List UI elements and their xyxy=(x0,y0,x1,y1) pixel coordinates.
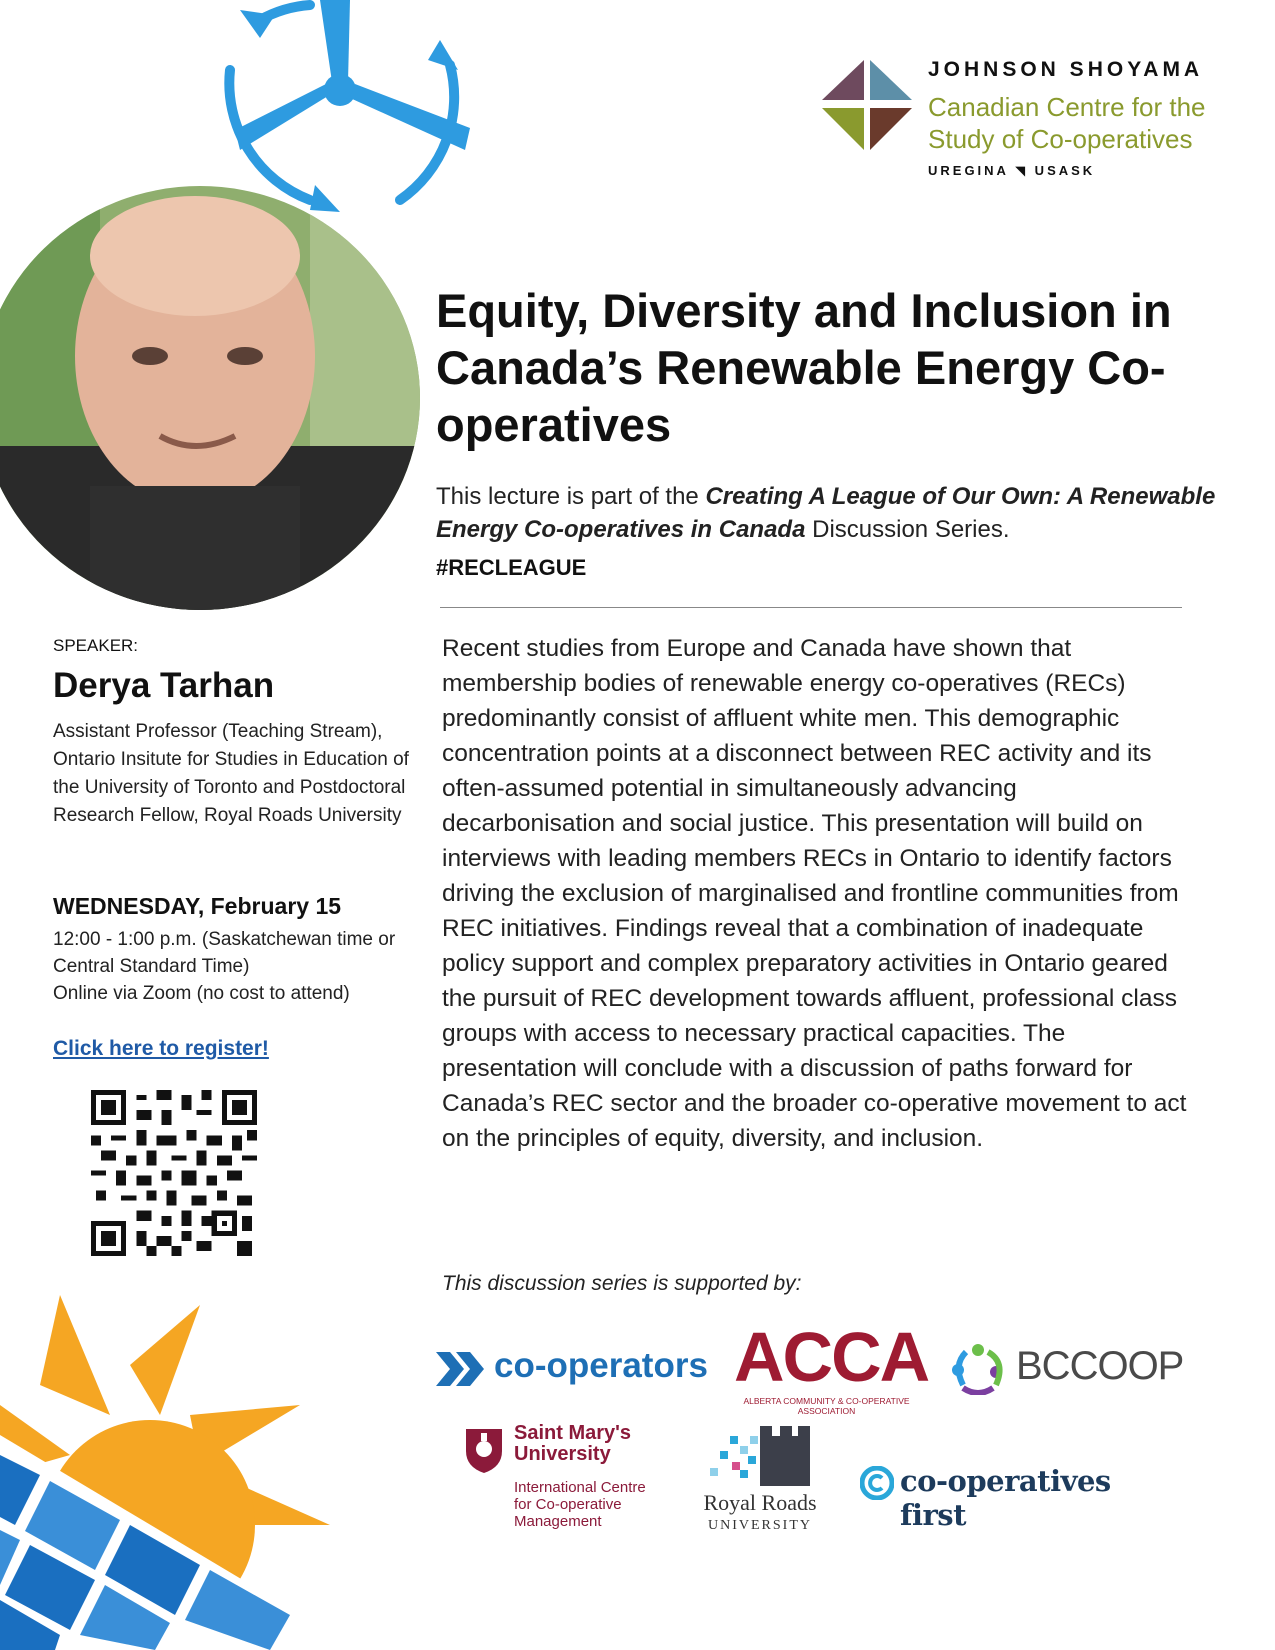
event-title: Equity, Diversity and Inclusion in Canada’s Renewable Energy Co-operatives xyxy=(436,284,1172,451)
speaker-title: Assistant Professor (Teaching Stream), Ontario Insitute for Studies in Education of the University of Toronto and Postdoctoral Research Fellow, Royal Roads University xyxy=(53,721,409,826)
hashtag: #RECLEAGUE xyxy=(436,555,587,580)
co-operatives-first-name: co-operatives first xyxy=(900,1464,1111,1532)
smu-sub-2: for Co-operative xyxy=(514,1496,622,1513)
smu-name-2: University xyxy=(514,1443,611,1465)
jsgs-logo-mark xyxy=(822,60,912,150)
series-suffix: Discussion Series. xyxy=(812,516,1010,543)
co-operators-logo xyxy=(436,1344,726,1394)
event-time: 12:00 - 1:00 p.m. (Saskatchewan time or Central Standard Time) xyxy=(53,929,396,977)
rru-name: Royal Roads xyxy=(703,1490,817,1515)
event-location: Online via Zoom (no cost to attend) xyxy=(53,983,350,1004)
divider xyxy=(440,607,1182,608)
register-link[interactable]: Click here to register! xyxy=(53,1037,269,1060)
speaker-photo xyxy=(0,186,420,610)
rru-subtitle: UNIVERSITY xyxy=(708,1518,812,1533)
royal-roads-logo xyxy=(690,1426,830,1536)
smu-sub-3: Management xyxy=(514,1513,602,1530)
acca-name: ACCA xyxy=(734,1318,929,1396)
smu-name-1: Saint Mary's xyxy=(514,1422,632,1444)
org-name: JOHNSON SHOYAMA xyxy=(928,58,1204,81)
org-line-1: Canadian Centre for the xyxy=(928,92,1206,122)
castle-icon xyxy=(710,1426,810,1486)
acca-logo xyxy=(734,1318,929,1416)
people-circle-icon xyxy=(948,1340,1008,1395)
speaker-name: Derya Tarhan xyxy=(53,666,275,705)
sponsors-heading: This discussion series is supported by: xyxy=(442,1272,802,1295)
c-circle-icon xyxy=(860,1466,894,1500)
series-description xyxy=(436,480,1226,546)
crest-icon xyxy=(464,1425,504,1473)
speaker-label: SPEAKER: xyxy=(53,636,139,655)
saint-marys-logo xyxy=(464,1423,664,1533)
org-line-2: Study of Co-operatives xyxy=(928,124,1193,154)
co-operators-name: co-operators xyxy=(494,1346,708,1385)
qr-code[interactable] xyxy=(91,1090,257,1256)
event-description: Recent studies from Europe and Canada have shown that membership bodies of renewable energy co-operatives (RECs) predominantly consist of affluent white men. This demographic concentration points at a disconnect between REC activity and its often-assumed potential in simultaneously advancing decarbonisation and social justice. This presentation will build on interviews with leading members RECs in Ontario to identify factors driving the exclusion of marginalised and frontline communities from REC initiatives. Findings reveal that a combination of inadequate policy support and complex preparatory activities in Ontario geared the pursuit of REC development towards affluent, professional class groups with access to necessary practical capacities. The presentation will conclude with a discussion of paths forward for Canada’s REC sector and the broader co-operative movement to act on the principles of equity, diversity, and inclusion. xyxy=(442,635,1187,1152)
series-name: Creating A League of Our Own: A Renewable Energy Co-operatives in Canada xyxy=(436,483,1216,543)
series-intro: This lecture is part of the xyxy=(436,483,699,510)
org-universities: UREGINA ◥ USASK xyxy=(928,163,1096,178)
bccoop-name: BCCOOP xyxy=(1016,1344,1184,1388)
sun-solar-panel-graphic xyxy=(0,1295,360,1650)
smu-sub-1: International Centre xyxy=(514,1479,646,1496)
acca-subtitle: ALBERTA COMMUNITY & CO-OPERATIVE ASSOCIATION xyxy=(743,1396,910,1416)
bccoop-logo xyxy=(948,1338,1184,1398)
co-operatives-first-logo xyxy=(860,1462,1170,1532)
chevron-right-icon xyxy=(436,1352,486,1386)
event-day: WEDNESDAY, February 15 xyxy=(53,893,342,919)
